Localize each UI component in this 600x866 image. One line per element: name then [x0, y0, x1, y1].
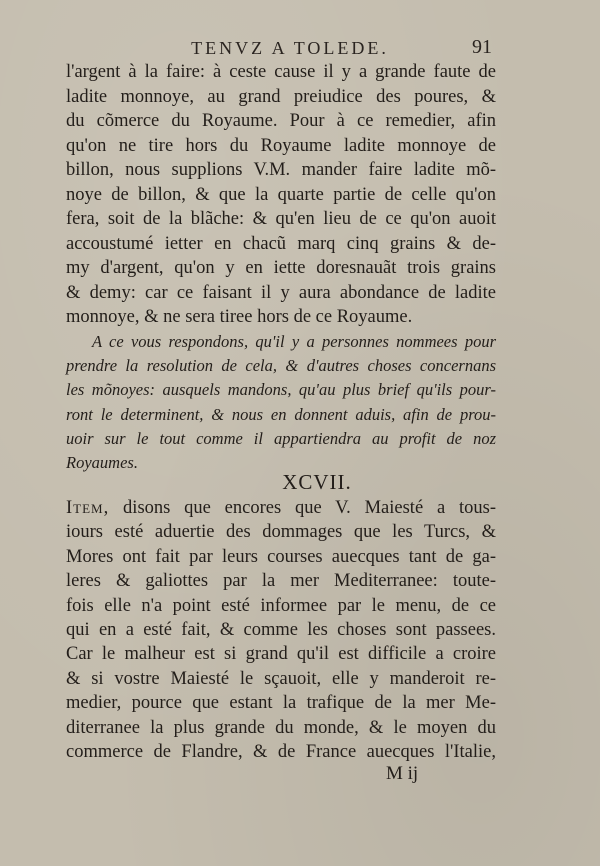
text-line: iours esté aduertie des dommages que les Turcs, &	[66, 522, 496, 543]
royal-response	[66, 330, 496, 475]
signature-mark: M ij	[386, 763, 419, 784]
text-line: my d'argent, qu'on y en iette doresnauãt trois grains	[66, 258, 496, 278]
text-line: accoustumé ietter en chacũ marq cinq grains & de-	[66, 233, 496, 254]
text-line: diterranee la plus grande du monde, & le moyen du	[66, 717, 496, 738]
article-paragraph	[66, 496, 496, 764]
text-line: fera, soit de la blãche: & qu'en lieu de ce qu'on auoit	[66, 209, 496, 229]
petition-paragraph	[66, 60, 496, 330]
text-line: medier, pource que estant la trafique de la mer Me-	[66, 693, 496, 714]
response-line: A ce vous respondons, qu'il y a personnes nommees pour	[92, 332, 496, 351]
page-number: 91	[472, 36, 492, 58]
text-line: & demy: car ce faisant il y aura abondance de ladite	[66, 282, 496, 303]
response-line: ront le determinent, & nous en donnent aduis, afin de prou-	[66, 404, 496, 424]
article-line-text: disons que encores que V. Maiesté a tous-	[109, 498, 496, 518]
article-lead-word: Item,	[66, 498, 110, 518]
text-line: billon, nous supplions V.M. mander faire ladite mõ-	[66, 160, 496, 180]
section-number: XCVII.	[282, 470, 352, 494]
text-line: l'argent à la faire: à ceste cause il y a grande faute de	[66, 62, 496, 82]
text-line: monnoye, & ne sera tiree hors de ce Royaume.	[66, 307, 413, 327]
text-line: qui en a esté fait, & comme les choses sont passees.	[66, 620, 496, 641]
text-line: Mores ont fait par leurs courses auecques tant de ga-	[66, 546, 496, 567]
text-line: noye de billon, & que la quarte partie de celle qu'on	[66, 184, 496, 205]
section-heading	[0, 470, 600, 495]
response-line: Royaumes.	[66, 453, 138, 473]
text-line: commerce de Flandre, & de France auecques l'Italie,	[66, 742, 496, 763]
text-line: & si vostre Maiesté le sçauoit, elle y manderoit re-	[66, 668, 496, 689]
running-title: TENVZ A TOLEDE.	[191, 38, 389, 58]
text-line	[66, 496, 496, 520]
text-line: leres & galiottes par la mer Mediterranee: toute-	[66, 571, 496, 592]
text-line: Car le malheur est si grand qu'il est difficile a croire	[66, 644, 496, 665]
response-line: les mõnoyes: ausquels mandons, qu'au plus brief qu'ils pour-	[66, 380, 496, 400]
response-line: prendre la resolution de cela, & d'autres choses concernans	[66, 356, 496, 376]
text-line: fois elle n'a point esté informee par le menu, de ce	[66, 595, 496, 616]
text-line: qu'on ne tire hors du Royaume ladite monnoye de	[66, 135, 496, 156]
running-head	[0, 38, 600, 62]
text-line: du cõmerce du Royaume. Pour à ce remedier, afin	[66, 111, 496, 131]
text-line: ladite monnoye, au grand preiudice des poures, &	[66, 86, 496, 107]
response-line: uoir sur le tout comme il appartiendra au profit de noz	[66, 428, 496, 448]
